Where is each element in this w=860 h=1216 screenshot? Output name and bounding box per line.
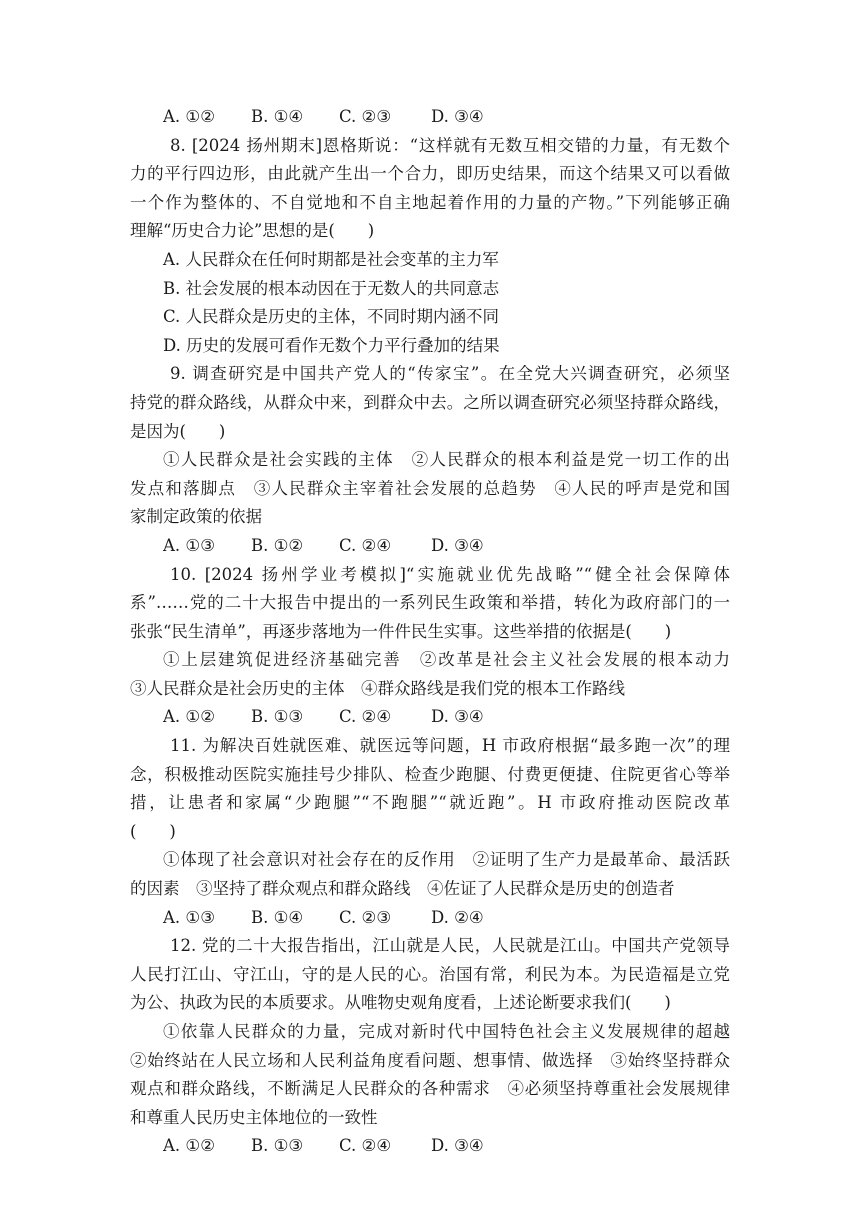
q9-statement-line: 家制定政策的依据: [130, 507, 262, 527]
q12-options: [130, 1132, 730, 1161]
q12-statement-line: 观点和群众路线，不断满足人民群众的各种需求 ④必须坚持尊重社会发展规律: [130, 1079, 730, 1099]
q9-statement-line: ①人民群众是社会实践的主体 ②人民群众的根本利益是党一切工作的出: [163, 450, 730, 470]
q11-stem-line: 念，积极推动医院实施挂号少排队、检查少跑腿、付费更便捷、住院更省心等举: [130, 764, 730, 784]
q12-statement-line: ②始终站在人民立场和人民利益角度看问题、想事情、做选择 ③始终坚持群众: [130, 1050, 730, 1070]
question-9: [130, 360, 730, 560]
option: B. ①③: [251, 707, 304, 727]
q11-stem-line: 措，让患者和家属“少跑腿”“不跑腿”“就近跑”。H 市政府推动医院改革: [130, 793, 730, 813]
q12-stem-line: 人民打江山、守江山，守的是人民的心。治国有常，利民为本。为民造福是立党: [130, 964, 730, 984]
question-8: [130, 132, 730, 361]
option: C. ②③: [339, 907, 392, 927]
question-content: [130, 103, 730, 1161]
option: A. ①②: [163, 1136, 215, 1156]
option: C. ②③: [339, 107, 392, 126]
q8-choice: A. 人民群众在任何时期都是社会变革的主力军: [163, 249, 499, 269]
q8-choice: C. 人民群众是历史的主体，不同时期内涵不同: [163, 307, 500, 327]
q11-options: [130, 904, 730, 933]
q12-stem-line: 为公、执政为民的本质要求。从唯物史观角度看，上述论断要求我们( ): [130, 993, 671, 1013]
option: A. ①③: [163, 535, 215, 555]
q12-statement-line: 和尊重人民历史主体地位的一致性: [130, 1107, 378, 1127]
q10-statement-line: ①上层建筑促进经济基础完善 ②改革是社会主义社会发展的根本动力: [163, 650, 730, 670]
q11-stem-line: ( ): [130, 821, 176, 841]
option: C. ②④: [339, 535, 392, 555]
q10-stem-line: 张张“民生清单”，再逐步落地为一件件民生实事。这些举措的依据是( ): [130, 621, 672, 641]
question-11: [130, 732, 730, 932]
q8-stem-line: 8. [2024 扬州期末]恩格斯说：“这样就有无数互相交错的力量，有无数个: [170, 135, 730, 155]
option: D. ③④: [431, 707, 484, 727]
q10-statement-line: ③人民群众是社会历史的主体 ④群众路线是我们党的根本工作路线: [130, 678, 625, 698]
option: C. ②④: [339, 1136, 392, 1156]
q8-choice: D. 历史的发展可看作无数个力平行叠加的结果: [163, 335, 500, 355]
q10-options: [130, 703, 730, 732]
q9-stem-line: 9. 调查研究是中国共产党人的“传家宝”。在全党大兴调查研究，必须坚: [170, 364, 730, 384]
question-10: [130, 561, 730, 733]
option: A. ①③: [163, 907, 215, 927]
q7-options: [130, 103, 730, 132]
q9-statement-line: 发点和落脚点 ③人民群众主宰着社会发展的总趋势 ④人民的呼声是党和国: [130, 478, 730, 498]
q9-stem-line: 是因为( ): [130, 421, 226, 441]
q10-stem-line: 10. [2024 扬州学业考模拟]“实施就业优先战略”“健全社会保障体: [170, 564, 730, 584]
q11-statement-line: ①体现了社会意识对社会存在的反作用 ②证明了生产力是最革命、最活跃: [163, 850, 730, 870]
option: B. ①③: [251, 1136, 304, 1156]
q11-stem-line: 11. 为解决百姓就医难、就医远等问题，H 市政府根据“最多跑一次”的理: [170, 736, 730, 756]
q12-stem-line: 12. 党的二十大报告指出，江山就是人民，人民就是江山。中国共产党领导: [170, 936, 730, 956]
option: D. ③④: [431, 535, 484, 555]
q8-stem-line: 理解“历史合力论”思想的是( ): [130, 221, 375, 241]
option: A. ①②: [163, 707, 215, 727]
q11-statement-line: 的因素 ③坚持了群众观点和群众路线 ④佐证了人民群众是历史的创造者: [130, 879, 675, 899]
option: B. ①②: [251, 535, 304, 555]
option: B. ①④: [251, 107, 304, 126]
option: D. ③④: [431, 107, 484, 126]
option: B. ①④: [251, 907, 304, 927]
option: D. ②④: [431, 907, 484, 927]
q8-stem-line: 一个作为整体的、不自觉地和不自主地起着作用的力量的产物。”下列能够正确: [130, 192, 730, 212]
option: A. ①②: [163, 107, 215, 126]
q12-statement-line: ①依靠人民群众的力量，完成对新时代中国特色社会主义发展规律的超越: [163, 1022, 730, 1041]
q8-choice: B. 社会发展的根本动因在于无数人的共同意志: [163, 278, 500, 298]
question-12: [130, 932, 730, 1161]
q9-options: [130, 532, 730, 561]
q9-stem-line: 持党的群众路线，从群众中来，到群众中去。之所以调查研究必须坚持群众路线，: [130, 392, 730, 412]
q10-stem-line: 系”……党的二十大报告中提出的一系列民生政策和举措，转化为政府部门的一: [130, 593, 730, 613]
q8-stem-line: 力的平行四边形，由此就产生出一个合力，即历史结果，而这个结果又可以看做: [130, 164, 730, 184]
option: D. ③④: [431, 1136, 484, 1156]
option: C. ②④: [339, 707, 392, 727]
